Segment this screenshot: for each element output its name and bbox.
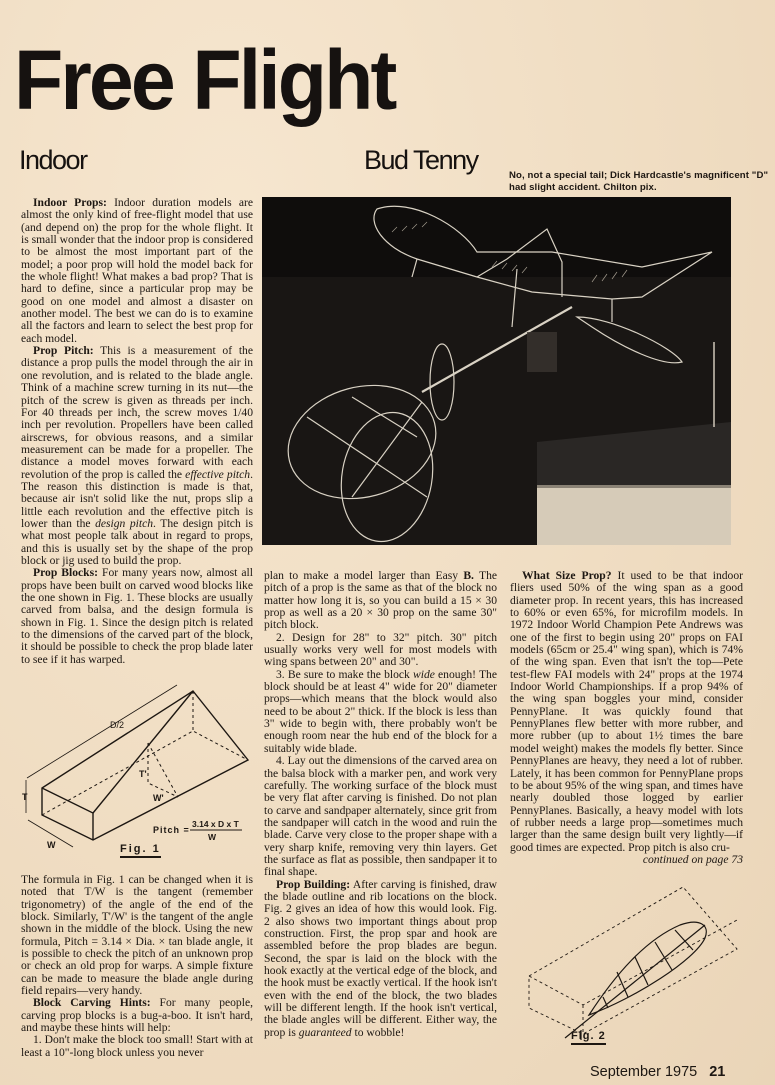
page-number: 21	[709, 1064, 726, 1080]
paragraph-text: This is a measurement of the distance a prop pulls the model through the air in one revolution, and is related to the blade angle. Think of a machine screw turning in its nut—the pitch of the screw is given as threads per inch. For 40 threads per inch, the screw moves 1/40 inch per revolution. Propellers have been called airscrews, for obvious reasons, and a similar measurement can be made for a propeller. The distance a model moves forward with each revolution of the prop is called the	[21, 344, 253, 481]
article-column-1	[21, 197, 253, 666]
article-column-3	[510, 570, 743, 866]
emphasis-text: design pitch	[95, 516, 154, 530]
emphasis-text: guaranteed	[298, 1025, 352, 1039]
prop-blade-diagram	[515, 880, 745, 1045]
figure-1	[20, 683, 260, 868]
figure-2-label: Fig. 2	[571, 1030, 606, 1045]
paragraph-text: 2. Design for 28" to 32" pitch. 30" pitch usually works very well for most models with wing spans between 20" and 30".	[264, 630, 497, 669]
prop-block-diagram	[20, 683, 260, 868]
article-photo	[262, 197, 731, 545]
paragraph-text: to wobble!	[351, 1025, 405, 1039]
paragraph-text: Indoor duration models are almost the only kind of free-flight model that use (and depend on) the prop for the whole flight. It is small wonder that the indoor prop is considered to be almost the most important part of the model; a poor prop will hold the model back for the whole flight! What makes a bad prop? That is hard to define, since a particular prop may be good on one model and almost a disaster on another model. The best we can do is to examine all the factors and learn to select the best prop for each model.	[21, 196, 253, 345]
dim-w-prime-label: W'	[153, 793, 164, 803]
model-airplane-photo	[262, 197, 731, 545]
paragraph-text: After carving is finished, draw the blade outline and rib locations on the block. Fig. 2 gives an idea of how this would look. Fig. 2 also shows two important things about prop construction. First, the prop spar and hook are assembled before the prop blades are begun. Second, the spar is laid on the block with the hook exactly at the vertical edge of the block, and the hook must be exactly vertical. If the hook isn't even with the end of the block, the two blades will be different length. If the hook isn't vertical, the blade angles will be different. Either way, the prop is	[264, 877, 497, 1039]
figure-2	[515, 880, 745, 1045]
paragraph-text: The pitch of a prop is the same as that of the block no matter how long it is, so you can build a 15 × 30 prop as well as a 20 × 30 prop on the same 30" pitch block.	[264, 569, 498, 632]
paragraph-text: . The design pitch is what most people talk about in regard to props, and this is usually set by the shape of the prop block or jig used to build the prop.	[21, 516, 253, 567]
run-in-head: Prop Building:	[276, 877, 351, 891]
issue-date: September 1975	[590, 1064, 698, 1080]
emphasis-text: effective pitch	[185, 467, 251, 481]
paragraph-text: plan to make a model larger than Easy	[264, 569, 464, 582]
figure-1-label: Fig. 1	[120, 843, 161, 858]
author-byline: Bud Tenny	[364, 145, 478, 175]
paragraph-text: The formula in Fig. 1 can be changed when it is noted that T/W is the tangent (remember trigonometry) of the angle of the end of the block. Similarly, T'/W' is the tangent of the angle shown in the middle of the block. Using the new formula, Pitch = 3.14 × Dia. × tan blade angle, it is possible to check the pitch of an unknown prop or check an old prop for warps. A simple fixture can be made to measure the blade angle during field repairs—very handy.	[21, 873, 253, 998]
paragraph-text: 3. Be sure to make the block	[276, 667, 413, 681]
continued-link[interactable]: continued on page 73	[642, 852, 743, 866]
paragraph-text: 1. Don't make the block too small! Start with at least a 10"-long block unless you never	[21, 1033, 253, 1059]
paragraph-text: For many people, carving prop blocks is a bug-a-boo. It isn't hard, and maybe these hints will help:	[21, 996, 253, 1035]
emphasis-text: B.	[463, 569, 474, 582]
paragraph-text: It used to be that indoor fliers used 50% of the wing span as a good diameter prop. In recent years, this has increased to 60% or even 65%, for microfilm models. In 1972 Indoor World Champion Pete Andrews was one of the first to begin using 20" props on FAI models (65cm or 25.4" wing span), which is 74% of the wing span. Even that isn't the top—Pete test-flew FAI models with 24" props at the 1974 Indoor World Championships. If a prop 94% of the wing span boggles your mind, consider PennyPlane. It was quickly found that PennyPlanes flew better with more rubber, and more rubber (up to about 1½ times the bare model weight) makes the models fly better. Since PennyPlanes are heavy, they need a lot of rubber. Lately, it has been common for PennyPlane props to be about 95% of the wing span, and times have nearly doubled those logged by earlier PennyPlanes. Basically, a heavy model with lots of rubber needs a large prop—sometimes much larger than the same design built very lightly—if good times are expected. Prop pitch is also cru-	[510, 569, 743, 854]
page-title: Free Flight	[14, 33, 395, 127]
run-in-head: What Size Prop?	[522, 569, 612, 582]
run-in-head: Prop Blocks:	[33, 566, 98, 580]
formula-denominator: W	[208, 832, 217, 842]
run-in-head: Block Carving Hints:	[33, 996, 151, 1010]
photo-caption: No, not a special tail; Dick Hardcastle's magnificent "D" had slight accident. Chilton pix.	[509, 170, 769, 193]
article-column-2	[264, 570, 497, 1039]
paragraph-text: . The reason this distinction is made is that, because air isn't solid like the nut, props slip a little each revolution and the effective pitch is lower than the	[21, 467, 253, 530]
formula-numerator: 3.14 x D x T	[192, 819, 239, 829]
formula-lhs: Pitch =	[153, 825, 190, 835]
article-column-1-continued	[21, 874, 253, 1059]
dim-t-label: T	[22, 792, 28, 802]
dim-t-prime-label: T'	[139, 769, 147, 779]
section-label: Indoor	[19, 145, 87, 175]
dim-d2-label: D/2	[110, 720, 125, 730]
paragraph-text: enough! The block should be at least 4" wide for 20" diameter props—which means that the block would also need to be about 2" thick. If the block is less than 3" wide to begin with, there probably won't be enough room near the hub end of the block for a suitably wide blade.	[264, 667, 497, 755]
emphasis-text: wide	[412, 667, 435, 681]
run-in-head: Prop Pitch:	[33, 344, 94, 358]
paragraph-text: For many years now, almost all props have been built on carved wood blocks like the one shown in Fig. 1. These blocks are usually carved from balsa, and the design formula is shown in Fig. 1. Since the design pitch is related to the dimensions of the carved part of the block, it should be possible to check the prop blade later to see if it has warped.	[21, 566, 253, 666]
paragraph-text: 4. Lay out the dimensions of the carved area on the balsa block with a marker pen, and work very carefully. The working surface of the block must be very flat after carving is finished. Do not plan to carve and sandpaper alternately, since grit from the sandpaper will catch in the wood and ruin the blade. Carve very close to the proper shape with a very sharp knife, removing very thin layers. Get the surface as flat as possible, then sandpaper it to final shape.	[264, 754, 497, 879]
page-footer	[590, 1064, 725, 1080]
dim-w-label: W	[47, 840, 56, 850]
run-in-head: Indoor Props:	[33, 196, 107, 209]
